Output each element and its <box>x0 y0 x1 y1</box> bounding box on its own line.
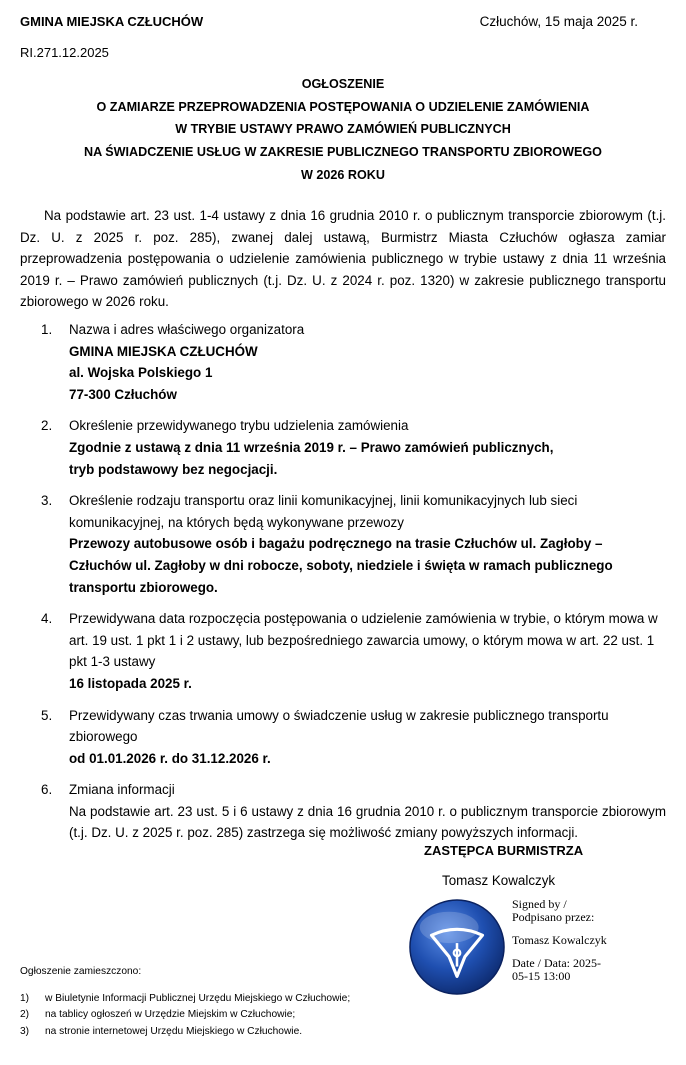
electronic-signature <box>408 896 678 996</box>
section-item <box>20 608 666 694</box>
section-value: 77-300 Człuchów <box>69 386 177 402</box>
section-heading: Określenie przewidywanego trybu udzielenia zamówienia <box>69 418 409 434</box>
section-value: 16 listopada 2025 r. <box>69 675 192 691</box>
section-number: 4. <box>41 611 53 627</box>
title-line: OGŁOSZENIE <box>301 77 385 91</box>
publication-item-text: na tablicy ogłoszeń w Urzędzie Miejskim w Człuchowie; <box>45 1009 296 1021</box>
publication-item <box>20 1024 350 1040</box>
announcement-title <box>20 73 666 187</box>
signature-signer: Tomasz Kowalczyk <box>512 933 607 947</box>
section-number: 5. <box>41 707 53 723</box>
section-number: 1. <box>41 322 53 337</box>
publication-item-number: 2) <box>20 1009 30 1021</box>
section-heading: Nazwa i adres właściwego organizatora <box>69 322 305 337</box>
title-line: W 2026 ROKU <box>301 167 385 182</box>
publication-item-text: w Biuletynie Informacji Publicznej Urzędu Miejskiego w Człuchowie; <box>45 993 351 1004</box>
signature-details <box>512 898 672 983</box>
publication-item <box>20 1007 350 1023</box>
intro-paragraph: Na podstawie art. 23 ust. 1-4 ustawy z dnia 16 grudnia 2010 r. o publicznym transporcie zbiorowym (t.j. Dz. U. z 2025 r. poz. 285), zwanej dalej ustawą, Burmistrz Miasta Człuchów ogłasza zamiar przeprowadzenia postępowania o udzielenie zamówienia publicznego w trybie ustawy z dnia 11 września 2019 r. – Prawo zamówień publicznych (t.j. Dz. U. z 2024 r. poz. 1320) w zakresie publicznego transportu zbiorowego w 2026 roku. <box>20 208 666 310</box>
signature-date-value: 05-15 13:00 <box>512 969 571 983</box>
section-item <box>20 705 666 770</box>
publication-item-text: na stronie internetowej Urzędu Miejskiego w Człuchowie. <box>45 1025 303 1037</box>
section-body: Na podstawie art. 23 ust. 5 i 6 ustawy z dnia 16 grudnia 2010 r. o publicznym transporcie zbiorowym (t.j. Dz. U. z 2025 r. poz. 285) zastrzega się możliwość zmiany powyższych informacji. <box>69 803 666 841</box>
reference-number: RI.271.12.2025 <box>20 45 109 60</box>
section-heading: Przewidywana data rozpoczęcia postępowania o udzielenie zamówienia w trybie, o którym mowa w art. 19 ust. 1 pkt 1 i 2 ustawy, lub bezpośredniego zawarcia umowy, o którym mowa w art. 22 ust. 1 pkt 1-3 ustawy <box>69 611 658 670</box>
section-value: Przewozy autobusowe osób i bagażu podręcznego na trasie Człuchów ul. Zagłoby – Człuchów ul. Zagłoby w dni robocze, soboty, niedziele i święta w ramach publicznego transportu zbiorowego. <box>69 536 613 595</box>
signatory-name: Tomasz Kowalczyk <box>442 873 556 888</box>
publication-item-number: 3) <box>20 1025 30 1037</box>
section-heading: Zmiana informacji <box>69 782 175 798</box>
section-item <box>20 415 666 480</box>
signature-date-label: Date / Data: 2025- <box>512 956 601 970</box>
place-date: Człuchów, 15 maja 2025 r. <box>479 14 638 29</box>
title-line: W TRYBIE USTAWY PRAWO ZAMÓWIEŃ PUBLICZNYCH <box>175 122 511 137</box>
signed-by-label: Signed by / <box>512 897 567 911</box>
section-value: tryb podstawowy bez negocjacji. <box>69 461 278 477</box>
signed-by-label: Podpisano przez: <box>512 910 595 924</box>
section-value: Zgodnie z ustawą z dnia 11 września 2019 r. – Prawo zamówień publicznych, <box>69 439 554 455</box>
numbered-sections <box>20 319 666 854</box>
section-number: 2. <box>41 418 53 434</box>
section-heading: Określenie rodzaju transportu oraz linii komunikacyjnej, linii komunikacyjnych lub sieci komunikacyjnej, na których będą wykonywane przewozy <box>69 493 578 530</box>
section-number: 6. <box>41 782 53 798</box>
section-heading: Przewidywany czas trwania umowy o świadczenie usług w zakresie publicznego transportu zbiorowego <box>69 707 609 745</box>
publication-list <box>20 991 350 1040</box>
section-number: 3. <box>41 493 53 509</box>
publication-label: Ogłoszenie zamieszczono: <box>20 966 142 977</box>
signatory-role: ZASTĘPCA BURMISTRZA <box>424 843 584 858</box>
section-item <box>20 490 666 598</box>
section-value: od 01.01.2026 r. do 31.12.2026 r. <box>69 750 271 766</box>
section-item <box>20 779 666 844</box>
publication-item-number: 1) <box>20 993 30 1004</box>
issuer-name: GMINA MIEJSKA CZŁUCHÓW <box>20 14 204 29</box>
section-value: GMINA MIEJSKA CZŁUCHÓW <box>69 343 258 359</box>
section-value: al. Wojska Polskiego 1 <box>69 365 213 381</box>
title-line: NA ŚWIADCZENIE USŁUG W ZAKRESIE PUBLICZNEGO TRANSPORTU ZBIOROWEGO <box>84 145 602 160</box>
fountain-pen-nib-icon <box>408 898 506 996</box>
section-item <box>20 319 666 405</box>
title-line: O ZAMIARZE PRZEPROWADZENIA POSTĘPOWANIA O UDZIELENIE ZAMÓWIENIA <box>96 99 590 114</box>
publication-item <box>20 991 350 1007</box>
